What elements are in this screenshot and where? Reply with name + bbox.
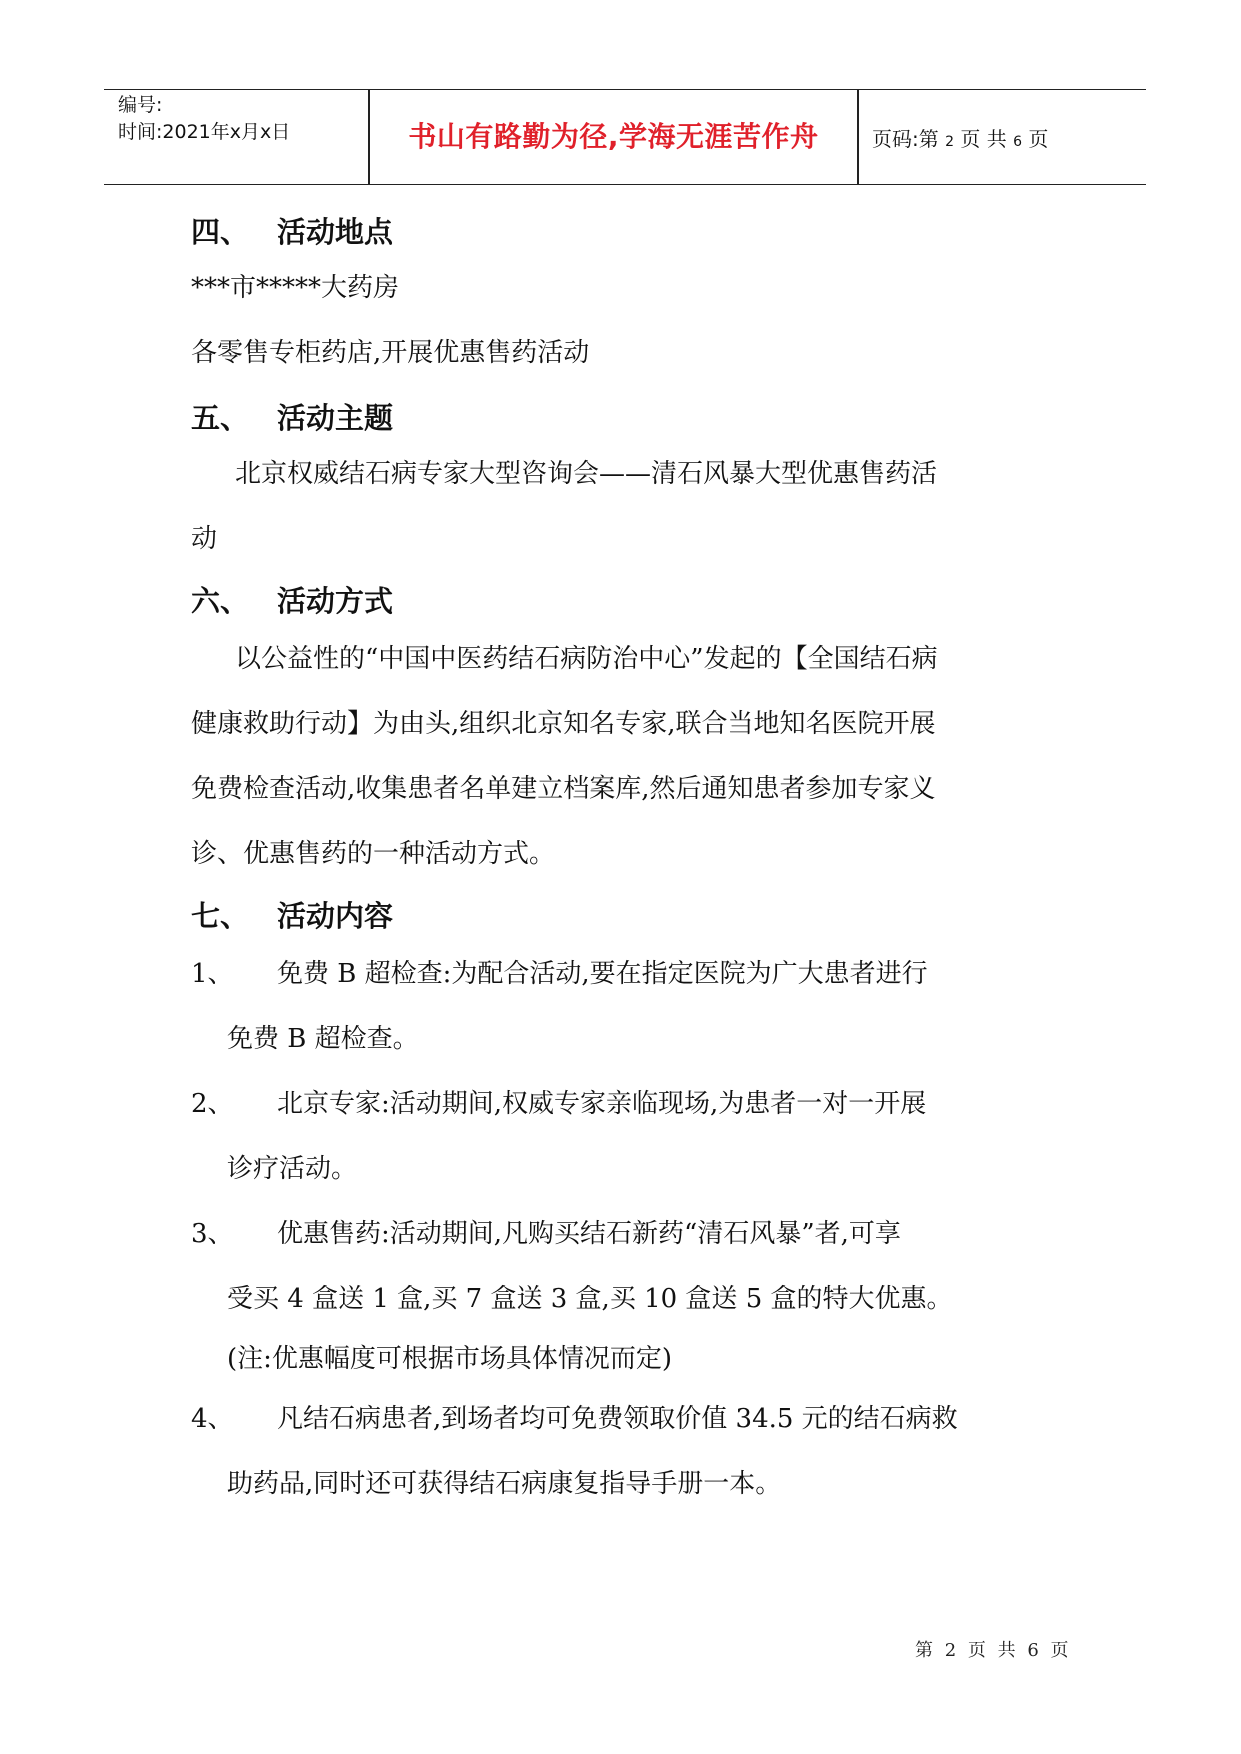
- page-header: [104, 89, 1146, 185]
- list-item: [191, 1202, 1061, 1267]
- list-item-continuation: 助药品,同时还可获得结石病康复指导手册一本。: [227, 1469, 782, 1499]
- page-suffix: 页: [1028, 127, 1049, 151]
- document-date: 时间:2021年x月x日: [118, 121, 291, 143]
- section-title: 活动方式: [277, 584, 394, 618]
- page-prefix: 页码:第: [872, 127, 939, 151]
- list-item-continuation: 受买 4 盒送 1 盒,买 7 盒送 3 盒,买 10 盒送 5 盒的特大优惠。: [227, 1284, 953, 1314]
- section-heading: [191, 887, 1061, 942]
- section-title: 活动主题: [277, 400, 394, 435]
- document-body: [191, 210, 1061, 1517]
- paragraph: 各零售专柜药店,开展优惠售药活动: [191, 338, 590, 368]
- header-page-info: [872, 123, 1048, 152]
- list-item-number: 1、: [191, 959, 234, 989]
- page-total: 6: [1013, 134, 1023, 150]
- list-item-text: 凡结石病患者,到场者均可免费领取价值 34.5 元的结石病救: [277, 1404, 958, 1434]
- list-item-continuation: 免费 B 超检查。: [227, 1024, 419, 1054]
- list-item: [191, 942, 1061, 1007]
- page-mid: 页 共: [960, 127, 1007, 151]
- section-title: 活动地点: [277, 215, 394, 249]
- list-item-text: 北京专家:活动期间,权威专家亲临现场,为患者一对一开展: [277, 1089, 927, 1119]
- paragraph: 北京权威结石病专家大型咨询会——清石风暴大型优惠售药活: [235, 459, 938, 489]
- list-item-number: 3、: [191, 1219, 234, 1249]
- list-item: [191, 1072, 1061, 1137]
- page-footer: 第 2 页 共 6 页: [915, 1640, 1069, 1661]
- paragraph: 健康救助行动】为由头,组织北京知名专家,联合当地知名医院开展: [191, 709, 936, 739]
- list-item: [191, 1387, 1061, 1452]
- header-meta: [118, 92, 368, 146]
- paragraph: ***市*****大药房: [191, 273, 400, 303]
- paragraph: 诊、优惠售药的一种活动方式。: [191, 839, 556, 869]
- section-heading: [191, 390, 1061, 442]
- section-title: 活动内容: [277, 899, 394, 933]
- section-heading: [191, 210, 1061, 248]
- section-heading: [191, 572, 1061, 627]
- list-item-text: 免费 B 超检查:为配合活动,要在指定医院为广大患者进行: [277, 959, 928, 989]
- section-number: 六、: [191, 584, 250, 618]
- list-item-text: 优惠售药:活动期间,凡购买结石新药“清石风暴”者,可享: [277, 1219, 901, 1249]
- paragraph: 动: [191, 524, 218, 554]
- list-item-note: (注:优惠幅度可根据市场具体情况而定): [227, 1344, 673, 1374]
- list-item-number: 2、: [191, 1089, 234, 1119]
- header-divider: [857, 90, 859, 184]
- section-number: 五、: [191, 400, 250, 435]
- section-number: 四、: [191, 215, 250, 249]
- section-number: 七、: [191, 899, 250, 933]
- document-number-label: 编号:: [118, 94, 163, 116]
- header-motto: 书山有路勤为径,学海无涯苦作舟: [408, 120, 819, 153]
- page-number: 2: [945, 134, 955, 150]
- paragraph: 以公益性的“中国中医药结石病防治中心”发起的【全国结石病: [235, 644, 938, 674]
- list-item-continuation: 诊疗活动。: [227, 1154, 358, 1184]
- list-item-number: 4、: [191, 1404, 234, 1434]
- paragraph: 免费检查活动,收集患者名单建立档案库,然后通知患者参加专家义: [191, 774, 936, 804]
